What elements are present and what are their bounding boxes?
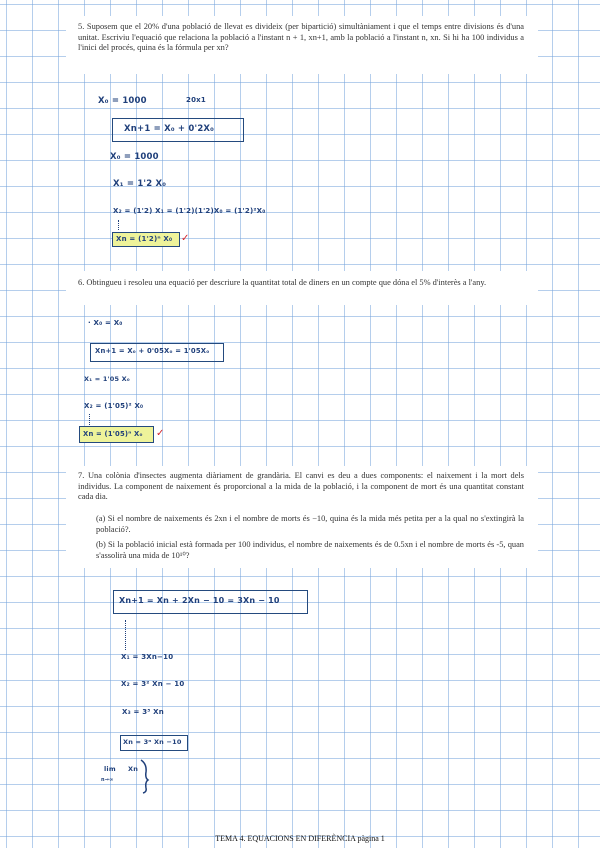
hw-x2-7: X₂ = 3² Xn − 10: [121, 680, 185, 688]
problem-7-text: 7. Una colònia d'insectes augmenta diàriament de grandària. El canvi es deu a dues components: el naixement i la mort dels individus. La component de naixement és proporcional a la mida de la població, i la component de mort és una quantitat constant cada dia.: [78, 471, 524, 502]
hw-boxed-eq-5: Xn+1 = X₀ + 0'2X₀: [124, 124, 215, 134]
hw-x0-6: · X₀ = X₀: [88, 319, 123, 327]
hw-x0-5: X₀ = 1000: [110, 152, 159, 162]
problem-7-part-b: (b) Si la població inicial està formada per 100 individus, el nombre de naixements és de 0.5xn i el nombre de morts és -5, quan s'assolirà una mida de 10¹⁰?: [96, 540, 524, 560]
vertical-ellipsis-7: [125, 620, 128, 650]
hw-boxed-eq-6: Xn+1 = X₀ + 0'05X₀ = 1'05X₀: [95, 347, 210, 355]
hw-x0-first: X₀ = 1000: [98, 96, 147, 106]
problem-7-part-a: (a) Si el nombre de naixements és 2xn i el nombre de morts és −10, quina és la mida més petita per a la qual no s'extingirà la població?.: [96, 514, 524, 534]
hw-final-6: Xn = (1'05)ⁿ X₀: [83, 430, 143, 438]
checkmark-6: ✓: [156, 428, 165, 439]
hw-x1-6: X₁ = 1'05 X₀: [84, 375, 130, 383]
hw-x1-7: X₁ = 3Xn−10: [121, 653, 174, 661]
hw-lim-xn: Xn: [128, 765, 139, 773]
page-footer: TEMA 4. EQUACIONS EN DIFERÈNCIA pàgina 1: [215, 834, 385, 843]
hw-x2-6: X₂ = (1'05)² X₀: [84, 402, 144, 410]
hw-boxed-eq-7: Xn+1 = Xn + 2Xn − 10 = 3Xn − 10: [119, 596, 280, 605]
hw-lim: lim: [104, 765, 116, 773]
problem-5-text: 5. Suposem que el 20% d'una població de llevat es divideix (per bipartició) simultàniament i que el temps entre divisions és d'una unitat. Escriviu l'equació que relaciona la població a l'instant n + 1, xn+1, amb la població a l'instant n, xn. Si hi ha 100 individus a l'inici del procés, quina és la fórmula per xn?: [78, 22, 524, 53]
vertical-ellipsis-5: [118, 220, 121, 230]
hw-final-5: Xn = (1'2)ⁿ X₀: [116, 235, 173, 243]
hw-lim-subscript: n→∞: [101, 777, 114, 783]
hw-x3-7: X₃ = 3³ Xn: [122, 708, 164, 716]
hw-x1-5: X₁ = 1'2 X₀: [113, 179, 167, 189]
vertical-ellipsis-6: [89, 414, 92, 425]
hw-brace: [138, 758, 152, 794]
hw-boxed-final-7: Xn = 3ⁿ Xn −10: [123, 738, 182, 746]
hw-20pct-note: 20x1: [186, 96, 206, 104]
checkmark-5: ✓: [181, 233, 190, 244]
problem-6-text: 6. Obtingueu i resoleu una equació per descriure la quantitat total de diners en un compte que dóna el 5% d'interès a l'any.: [78, 278, 487, 287]
hw-x2-5: X₂ = (1'2) X₁ = (1'2)(1'2)X₀ = (1'2)²X₀: [113, 207, 266, 215]
